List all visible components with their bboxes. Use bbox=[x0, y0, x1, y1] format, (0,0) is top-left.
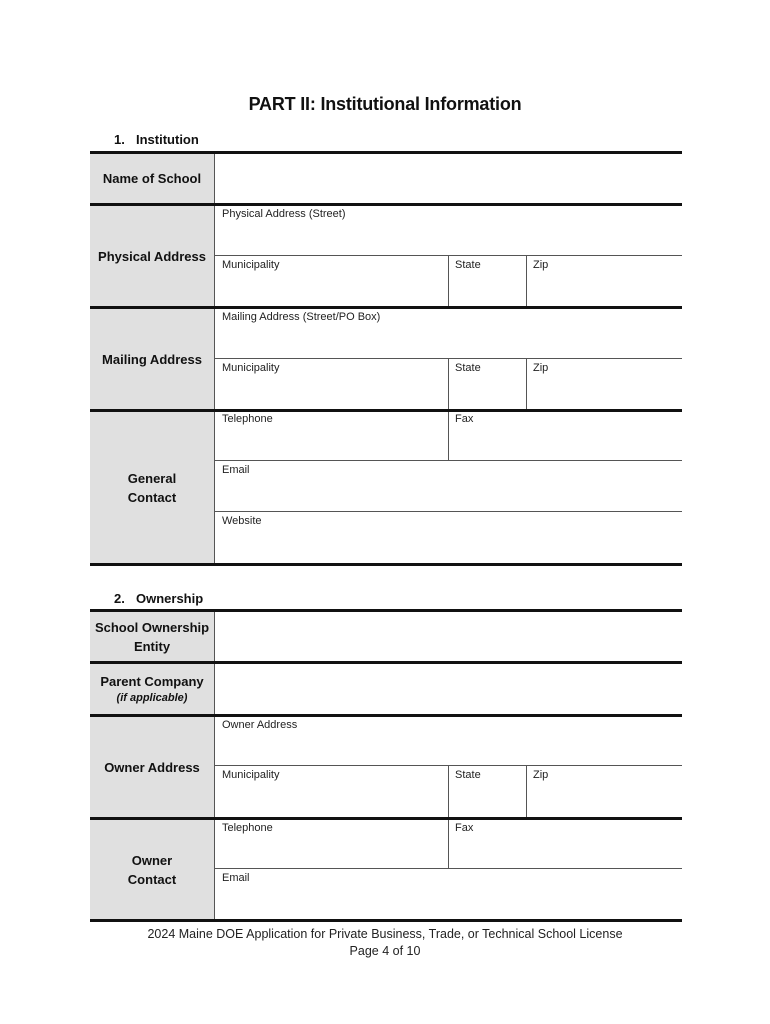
page-title: PART II: Institutional Information bbox=[248, 94, 522, 114]
general-fax-label: Fax bbox=[455, 413, 474, 425]
general-telephone-label: Telephone bbox=[222, 413, 273, 425]
physical-state-field[interactable] bbox=[449, 256, 526, 306]
section-institution-heading bbox=[114, 132, 199, 147]
physical-street-field[interactable] bbox=[215, 206, 682, 255]
owner-fax-label: Fax bbox=[455, 822, 474, 834]
general-website-label: Website bbox=[222, 515, 262, 527]
physical-zip-label: Zip bbox=[533, 259, 549, 271]
owner-address-label: Owner Address bbox=[90, 717, 215, 817]
ownership-entity-label: School Ownership Entity bbox=[90, 612, 215, 661]
mailing-address-label: Mailing Address bbox=[90, 309, 215, 409]
parent-company-label: Parent Company (if applicable) bbox=[90, 664, 215, 714]
table-bottom-rule bbox=[90, 919, 682, 922]
parent-company-field[interactable] bbox=[215, 664, 682, 714]
owner-telephone-field[interactable] bbox=[215, 820, 448, 868]
mailing-zip-field[interactable] bbox=[527, 359, 682, 409]
general-fax-field[interactable] bbox=[449, 412, 682, 460]
owner-contact-label: Owner Contact bbox=[90, 820, 215, 919]
owner-address-field-label: Owner Address bbox=[222, 719, 298, 731]
page-number: Page 4 of 10 bbox=[349, 944, 421, 958]
mailing-street-label: Mailing Address (Street/PO Box) bbox=[222, 311, 381, 323]
general-email-field[interactable] bbox=[215, 461, 682, 511]
owner-address-field[interactable] bbox=[215, 717, 682, 765]
physical-municipality-label: Municipality bbox=[222, 259, 280, 271]
general-telephone-field[interactable] bbox=[215, 412, 448, 460]
owner-email-label: Email bbox=[222, 872, 250, 884]
general-email-label: Email bbox=[222, 464, 250, 476]
mailing-state-field[interactable] bbox=[449, 359, 526, 409]
general-contact-label: General Contact bbox=[90, 412, 215, 563]
physical-street-label: Physical Address (Street) bbox=[222, 208, 346, 220]
physical-state-label: State bbox=[455, 259, 481, 271]
section-title: Institution bbox=[136, 132, 199, 147]
mailing-street-field[interactable] bbox=[215, 309, 682, 358]
owner-municipality-field[interactable] bbox=[215, 766, 448, 817]
name-of-school-label: Name of School bbox=[90, 154, 215, 203]
section-number: 2. bbox=[114, 591, 125, 606]
owner-zip-field[interactable] bbox=[527, 766, 682, 817]
parent-company-note: (if applicable) bbox=[116, 692, 188, 704]
owner-state-field[interactable] bbox=[449, 766, 526, 817]
owner-telephone-label: Telephone bbox=[222, 822, 273, 834]
section-ownership-heading bbox=[114, 591, 203, 606]
mailing-municipality-label: Municipality bbox=[222, 362, 280, 374]
general-website-field[interactable] bbox=[215, 512, 682, 563]
section-title: Ownership bbox=[136, 591, 204, 606]
mailing-municipality-field[interactable] bbox=[215, 359, 448, 409]
table-bottom-rule bbox=[90, 563, 682, 566]
physical-address-label: Physical Address bbox=[90, 206, 215, 306]
owner-fax-field[interactable] bbox=[449, 820, 682, 868]
physical-zip-field[interactable] bbox=[527, 256, 682, 306]
mailing-zip-label: Zip bbox=[533, 362, 549, 374]
owner-email-field[interactable] bbox=[215, 869, 682, 919]
footer-title: 2024 Maine DOE Application for Private Business, Trade, or Technical School License bbox=[147, 927, 623, 941]
owner-state-label: State bbox=[455, 769, 481, 781]
section-number: 1. bbox=[114, 132, 125, 147]
ownership-entity-field[interactable] bbox=[215, 612, 682, 661]
owner-municipality-label: Municipality bbox=[222, 769, 280, 781]
physical-municipality-field[interactable] bbox=[215, 256, 448, 306]
name-of-school-field[interactable] bbox=[215, 154, 682, 203]
owner-zip-label: Zip bbox=[533, 769, 549, 781]
mailing-state-label: State bbox=[455, 362, 481, 374]
